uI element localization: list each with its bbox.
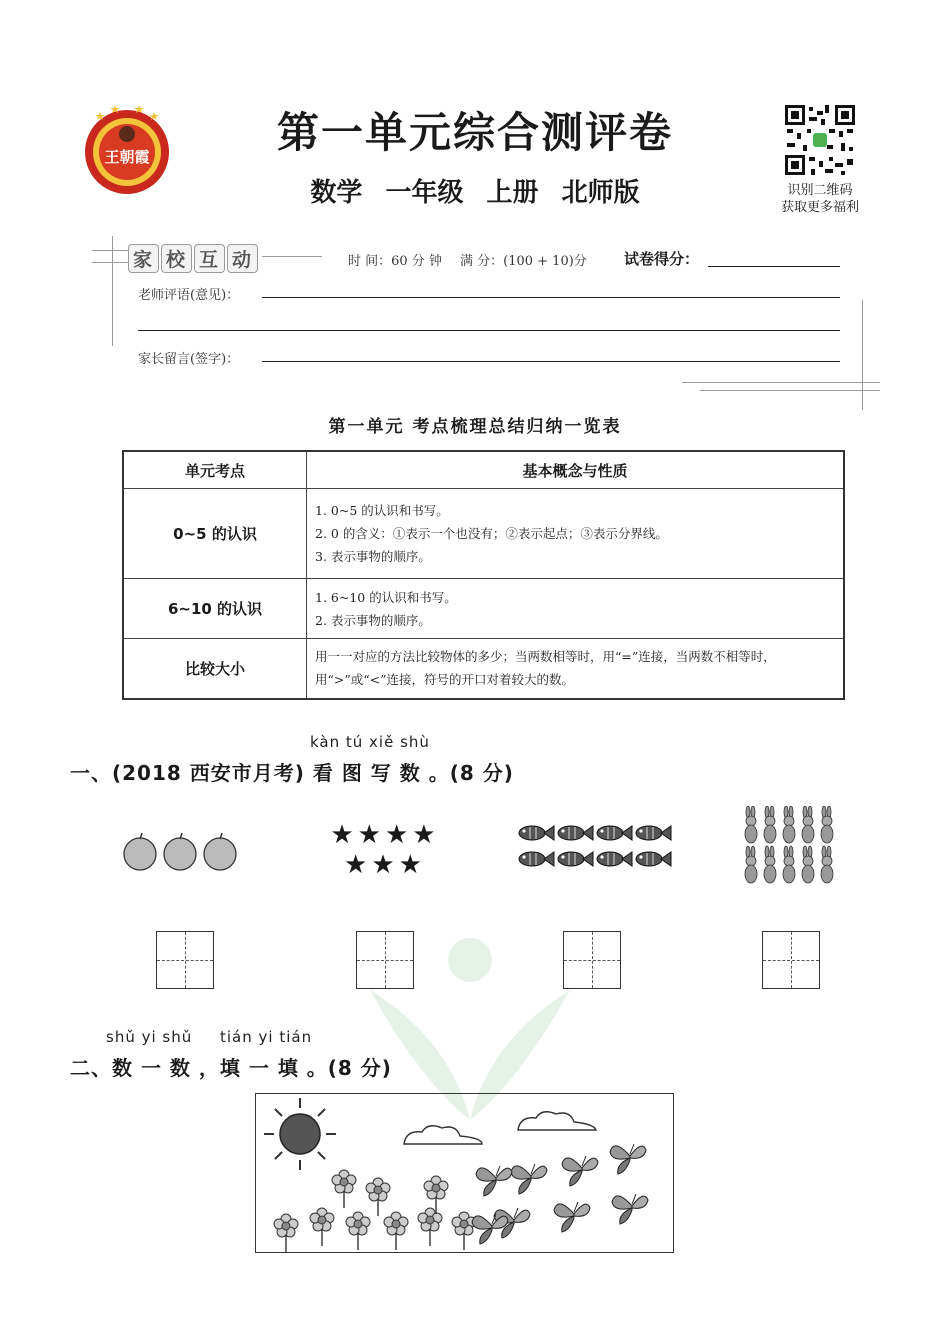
- topic-cell: 0~5 的认识: [123, 489, 307, 579]
- score-input-line[interactable]: [708, 266, 840, 267]
- star-group: ★★★★ ★★★: [330, 820, 440, 880]
- qr-caption: 识别二维码 获取更多福利: [780, 183, 859, 215]
- points-cell: 1. 6~10 的认识和书写。 2. 表示事物的顺序。: [307, 579, 845, 639]
- topic-cell: 6~10 的认识: [123, 579, 307, 639]
- sun-icon: [264, 1098, 336, 1170]
- decor-line: [92, 262, 128, 263]
- summary-title: 第一单元 考点梳理总结归纳一览表: [328, 417, 622, 437]
- table-row: [123, 639, 844, 699]
- table-header-row: [123, 451, 844, 489]
- section2-heading: 二、数 一 数 ，填 一 填 。(8 分): [70, 1056, 392, 1080]
- section1-heading: 一、(2018 西安市月考) 看 图 写 数 。(8 分): [70, 761, 514, 785]
- page-title: 第一单元综合测评卷: [276, 108, 673, 157]
- fish-group: [518, 822, 674, 876]
- table-row: [123, 579, 844, 639]
- decor-vline: [862, 300, 863, 410]
- cloud-icon: [404, 1112, 596, 1144]
- answer-box-rabbits[interactable]: [762, 931, 820, 989]
- exam-time: 时 间：60 分 钟: [348, 254, 442, 269]
- qr-code[interactable]: [783, 103, 857, 177]
- teacher-comment-line[interactable]: [262, 297, 840, 298]
- answer-box-apples[interactable]: [156, 931, 214, 989]
- apple-group: [120, 832, 244, 876]
- counting-picture: [255, 1093, 674, 1253]
- decor-vline: [112, 236, 113, 346]
- decor-line: [682, 382, 880, 383]
- section2-pinyin-2: tián yi tián: [220, 1028, 313, 1046]
- topic-cell: 比较大小: [123, 639, 307, 699]
- section1-pinyin: kàn tú xiě shù: [310, 733, 430, 751]
- decor-line: [700, 390, 880, 391]
- decor-line: [92, 250, 128, 251]
- parent-note-label: 家长留言(签字)：: [138, 352, 240, 367]
- column-header: 单元考点: [123, 451, 307, 489]
- points-cell: 用一一对应的方法比较物体的多少；当两数相等时，用“=”连接，当两数不相等时，用“>”或“<”连接，符号的开口对着较大的数。: [307, 639, 845, 699]
- points-cell: 1. 0~5 的认识和书写。 2. 0 的含义：①表示一个也没有；②表示起点；③表示分界线。 3. 表示事物的顺序。: [307, 489, 845, 579]
- teacher-comment-label: 老师评语(意见)：: [138, 288, 240, 303]
- decor-line: [262, 256, 322, 257]
- parent-note-line[interactable]: [262, 361, 840, 362]
- section2-pinyin-1: shǔ yi shǔ: [106, 1028, 193, 1046]
- page-subtitle: 数学 一年级 上册 北师版: [310, 178, 640, 208]
- logo-text: 王朝霞: [104, 148, 150, 166]
- rabbit-group: [740, 806, 840, 890]
- score-label: 试卷得分：: [624, 250, 700, 268]
- exam-full-score: 满 分：(100 + 10)分: [460, 254, 587, 269]
- home-school-badge: 家 校 互 动: [128, 244, 260, 273]
- column-header: 基本概念与性质: [307, 451, 845, 489]
- table-row: [123, 489, 844, 579]
- teacher-comment-line-2[interactable]: [138, 330, 840, 331]
- summary-table: [122, 450, 845, 700]
